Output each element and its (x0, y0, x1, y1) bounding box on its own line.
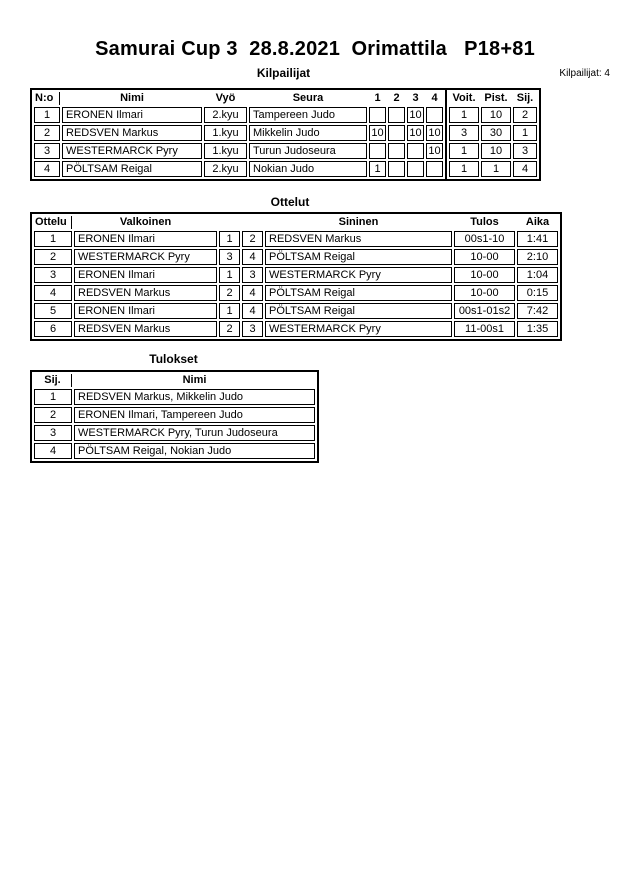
page-title: Samurai Cup 3 28.8.2021 Orimattila P18+81 (95, 38, 535, 60)
white-player-name: WESTERMARCK Pyry (74, 249, 217, 265)
match-number: 2 (34, 249, 72, 265)
col-header-place: Sij. (34, 374, 72, 387)
blue-player-name: PÖLTSAM Reigal (265, 249, 452, 265)
points-cell: 10 (481, 107, 511, 123)
table-row (449, 125, 537, 141)
score-cell: 1 (369, 161, 386, 177)
blue-player-number: 2 (242, 231, 263, 247)
blue-player-name: WESTERMARCK Pyry (265, 267, 452, 283)
score-cell: 10 (369, 125, 386, 141)
table-row (34, 249, 558, 265)
competitor-belt: 1.kyu (204, 125, 247, 141)
score-cell (388, 125, 405, 141)
blue-player-name: WESTERMARCK Pyry (265, 321, 452, 337)
match-result: 10-00 (454, 267, 515, 283)
table-row (34, 267, 558, 283)
score-cell (369, 107, 386, 123)
match-result: 00s1-10 (454, 231, 515, 247)
competitor-number: 4 (34, 161, 60, 177)
match-number: 1 (34, 231, 72, 247)
col-header-time: Aika (525, 216, 550, 228)
score-cell: 10 (426, 125, 443, 141)
match-time: 7:42 (517, 303, 558, 319)
table-row (34, 285, 558, 301)
points-cell: 10 (481, 143, 511, 159)
white-player-name: ERONEN Ilmari (74, 267, 217, 283)
competitor-name: PÖLTSAM Reigal (62, 161, 202, 177)
table-row (449, 107, 537, 123)
matches-table (30, 212, 562, 341)
col-header-white-number (219, 216, 240, 229)
white-player-number: 3 (219, 249, 240, 265)
col-header-round-4: 4 (431, 92, 438, 104)
score-cell (369, 143, 386, 159)
match-number: 3 (34, 267, 72, 283)
col-header-no: N:o (34, 92, 60, 105)
wins-cell: 3 (449, 125, 479, 141)
col-header-wins: Voit. (452, 92, 476, 104)
place-cell: 1 (513, 125, 537, 141)
blue-player-name: REDSVEN Markus (265, 231, 452, 247)
competitor-belt: 1.kyu (204, 143, 247, 159)
result-name: PÖLTSAM Reigal, Nokian Judo (74, 443, 315, 459)
score-cell (388, 143, 405, 159)
match-time: 1:35 (517, 321, 558, 337)
place-cell: 3 (513, 143, 537, 159)
col-header-round-2: 2 (393, 92, 400, 104)
table-row (34, 125, 443, 141)
match-number: 4 (34, 285, 72, 301)
score-cell (426, 107, 443, 123)
match-result: 10-00 (454, 249, 515, 265)
blue-player-number: 3 (242, 267, 263, 283)
table-row (34, 407, 315, 423)
score-cell (407, 143, 424, 159)
table-row (34, 161, 443, 177)
score-cell (388, 107, 405, 123)
table-row (449, 143, 537, 159)
competitors-header-row (34, 92, 443, 105)
score-cell (407, 161, 424, 177)
result-name: ERONEN Ilmari, Tampereen Judo (74, 407, 315, 423)
white-player-name: REDSVEN Markus (74, 285, 217, 301)
table-row (34, 389, 315, 405)
col-header-blue-number (242, 216, 263, 229)
competitor-club: Tampereen Judo (249, 107, 367, 123)
col-header-points: Pist. (484, 92, 508, 104)
points-cell: 1 (481, 161, 511, 177)
result-place: 1 (34, 389, 72, 405)
competitor-club: Turun Judoseura (249, 143, 367, 159)
col-header-round-3: 3 (412, 92, 419, 104)
result-place: 4 (34, 443, 72, 459)
competitor-number: 2 (34, 125, 60, 141)
match-time: 2:10 (517, 249, 558, 265)
score-cell: 10 (407, 125, 424, 141)
white-player-number: 1 (219, 231, 240, 247)
blue-player-number: 3 (242, 321, 263, 337)
col-header-club: Seura (292, 92, 324, 104)
wins-cell: 1 (449, 161, 479, 177)
place-cell: 2 (513, 107, 537, 123)
blue-player-number: 4 (242, 285, 263, 301)
competitor-number: 1 (34, 107, 60, 123)
competitor-club: Nokian Judo (249, 161, 367, 177)
match-number: 5 (34, 303, 72, 319)
competitor-belt: 2.kyu (204, 161, 247, 177)
wins-cell: 1 (449, 107, 479, 123)
table-row (34, 425, 315, 441)
score-cell (426, 161, 443, 177)
results-table (30, 370, 319, 463)
competitor-count-label: Kilpailijat: 4 (559, 68, 610, 79)
table-row (34, 231, 558, 247)
result-place: 3 (34, 425, 72, 441)
competitor-name: ERONEN Ilmari (62, 107, 202, 123)
white-player-number: 1 (219, 267, 240, 283)
competitors-section-title: Kilpailijat (256, 66, 311, 80)
match-result: 11-00s1 (454, 321, 515, 337)
matches-header-row (34, 216, 558, 229)
white-player-name: REDSVEN Markus (74, 321, 217, 337)
table-row (34, 143, 443, 159)
col-header-white: Valkoinen (119, 216, 172, 228)
place-cell: 4 (513, 161, 537, 177)
score-cell: 10 (426, 143, 443, 159)
col-header-name: Nimi (120, 92, 144, 104)
table-row (449, 161, 537, 177)
table-row (34, 321, 558, 337)
white-player-number: 2 (219, 321, 240, 337)
col-header-belt: Vyö (215, 92, 236, 104)
points-cell: 30 (481, 125, 511, 141)
white-player-number: 2 (219, 285, 240, 301)
match-time: 1:41 (517, 231, 558, 247)
score-cell: 10 (407, 107, 424, 123)
result-name: REDSVEN Markus, Mikkelin Judo (74, 389, 315, 405)
score-cell (388, 161, 405, 177)
competitors-header-row (449, 92, 537, 105)
competitor-club: Mikkelin Judo (249, 125, 367, 141)
results-header-row (34, 374, 315, 387)
competitor-belt: 2.kyu (204, 107, 247, 123)
col-header-name: Nimi (182, 374, 207, 386)
table-row (34, 443, 315, 459)
competitor-name: WESTERMARCK Pyry (62, 143, 202, 159)
match-result: 10-00 (454, 285, 515, 301)
result-place: 2 (34, 407, 72, 423)
col-header-blue: Sininen (338, 216, 379, 228)
results-section-title: Tulokset (149, 352, 198, 366)
blue-player-name: PÖLTSAM Reigal (265, 285, 452, 301)
match-result: 00s1-01s2 (454, 303, 515, 319)
col-header-result: Tulos (470, 216, 499, 228)
wins-cell: 1 (449, 143, 479, 159)
blue-player-name: PÖLTSAM Reigal (265, 303, 452, 319)
blue-player-number: 4 (242, 249, 263, 265)
table-row (34, 107, 443, 123)
white-player-name: ERONEN Ilmari (74, 231, 217, 247)
col-header-place: Sij. (516, 92, 534, 104)
white-player-name: ERONEN Ilmari (74, 303, 217, 319)
table-row (34, 303, 558, 319)
col-header-round-1: 1 (374, 92, 381, 104)
matches-section-title: Ottelut (270, 195, 310, 209)
match-time: 0:15 (517, 285, 558, 301)
white-player-number: 1 (219, 303, 240, 319)
result-name: WESTERMARCK Pyry, Turun Judoseura (74, 425, 315, 441)
competitor-name: REDSVEN Markus (62, 125, 202, 141)
competitors-table (30, 88, 541, 181)
match-number: 6 (34, 321, 72, 337)
blue-player-number: 4 (242, 303, 263, 319)
competitor-number: 3 (34, 143, 60, 159)
match-time: 1:04 (517, 267, 558, 283)
col-header-match: Ottelu (34, 216, 72, 229)
